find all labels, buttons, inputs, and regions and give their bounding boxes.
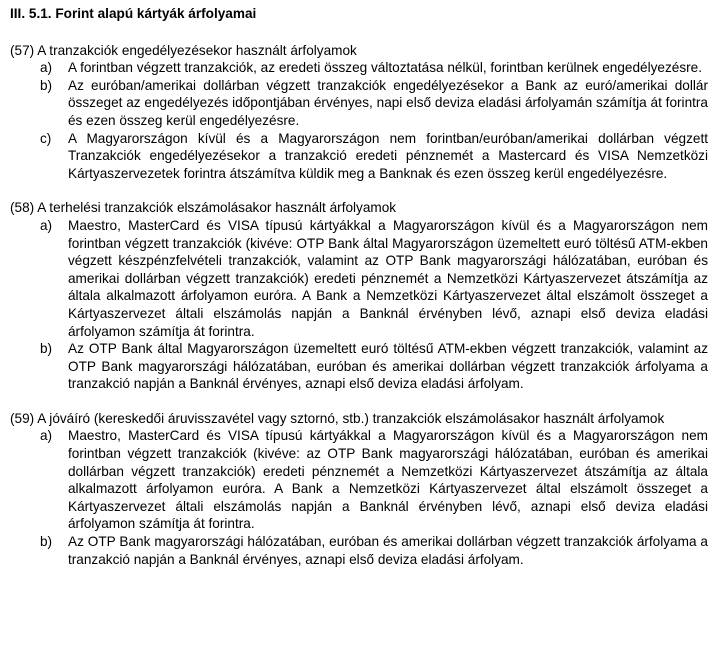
item-list (10, 217, 708, 393)
item-marker: b) (40, 341, 53, 357)
list-item (10, 130, 708, 183)
list-item (10, 340, 708, 393)
item-list (10, 427, 708, 568)
item-marker: b) (40, 534, 53, 550)
list-item (10, 217, 708, 340)
item-marker: a) (40, 60, 53, 76)
section-heading: III. 5.1. Forint alapú kártyák árfolyamai (10, 6, 257, 21)
item-marker: a) (40, 217, 53, 233)
item-list (10, 59, 708, 182)
list-item (10, 533, 708, 568)
item-marker: a) (40, 428, 53, 444)
section-58 (10, 199, 708, 393)
list-item (10, 427, 708, 533)
item-marker: b) (40, 77, 53, 93)
section-57 (10, 42, 708, 183)
item-text: Maestro, MasterCard és VISA típusú kártyákkal a Magyarországon kívül és a Magyarországon nem forintban végzett tranzakciók (kivéve: az OTP Bank magyarországi hálózatában, euróban és amerikai dollárban végzett tranzakciók) eredeti pénznemét a Nemzetközi Kártyaszervezet átszámítja az általa alkalmazott árfolyamon euróra. A Bank a Nemzetközi Kártyaszervezet által elszámolt összeget a Kártyaszervezet általi elszámolás napján a Banknál érvényben lévő, aznapi első deviza eladási árfolyamon számítja át forintra. (68, 428, 708, 532)
section-title: (57) A tranzakciók engedélyezésekor használt árfolyamok (10, 42, 357, 58)
section-title: (58) A terhelési tranzakciók elszámolásakor használt árfolyamok (10, 200, 397, 216)
list-item (10, 59, 708, 77)
section-title: (59) A jóváíró (kereskedői áruvisszavétel vagy sztornó, stb.) tranzakciók elszámolásakor használt árfolyamok (10, 410, 665, 426)
item-text: A Magyarországon kívül és a Magyarországon nem forintban/euróban/amerikai dollárban végzett Tranzakciók engedélyezésekor a tranzakció eredeti pénznemét a Mastercard és VISA Nemzetközi Kártyaszervezetek forintra átszámítva küldik meg a Banknak és ezen összeg kerül engedélyezésre. (68, 130, 708, 181)
list-item (10, 77, 708, 130)
item-marker: c) (40, 130, 52, 146)
section-59 (10, 410, 708, 568)
item-text: A forintban végzett tranzakciók, az eredeti összeg változtatása nélkül, forintban kerülnek engedélyezésre. (68, 60, 702, 76)
item-text: Az OTP Bank által Magyarországon üzemeltett euró töltésű ATM-ekben végzett tranzakciók, valamint az OTP Bank magyarországi hálózatában, euróban és amerikai dollárban végzett tranzakciók árfolyama a tranzakció napján a Banknál érvényes, aznapi első deviza eladási árfolyam. (68, 341, 708, 392)
item-text: Az euróban/amerikai dollárban végzett tranzakciók engedélyezésekor a Bank az euró/amerikai dollár összeget az engedélyezés időpontjában érvényes, napi első deviza eladási árfolyamán számítja át forintra és ezen összeg kerül engedélyezésre. (68, 77, 708, 128)
item-text: Az OTP Bank magyarországi hálózatában, euróban és amerikai dollárban végzett tranzakciók árfolyama a tranzakció napján a Banknál érvényes, aznapi első deviza eladási árfolyam. (68, 534, 708, 567)
item-text: Maestro, MasterCard és VISA típusú kártyákkal a Magyarországon kívül és a Magyarországon nem forintban végzett tranzakciók (kivéve: OTP Bank által Magyarországon üzemeltett euró töltésű ATM-ekben végzett készpénzfelvételi tranzakciók, valamint az OTP Bank magyarországi hálózatában, euróban és amerikai dollárban végzett tranzakciók) eredeti pénznemét a Nemzetközi Kártyaszervezet átszámítja az általa alkalmazott árfolyamon euróra. A Bank a Nemzetközi Kártyaszervezet által elszámolt összeget a Kártyaszervezet általi elszámolás napján a Banknál érvényben lévő, aznapi első deviza eladási árfolyamon számítja át forintra. (68, 217, 708, 339)
